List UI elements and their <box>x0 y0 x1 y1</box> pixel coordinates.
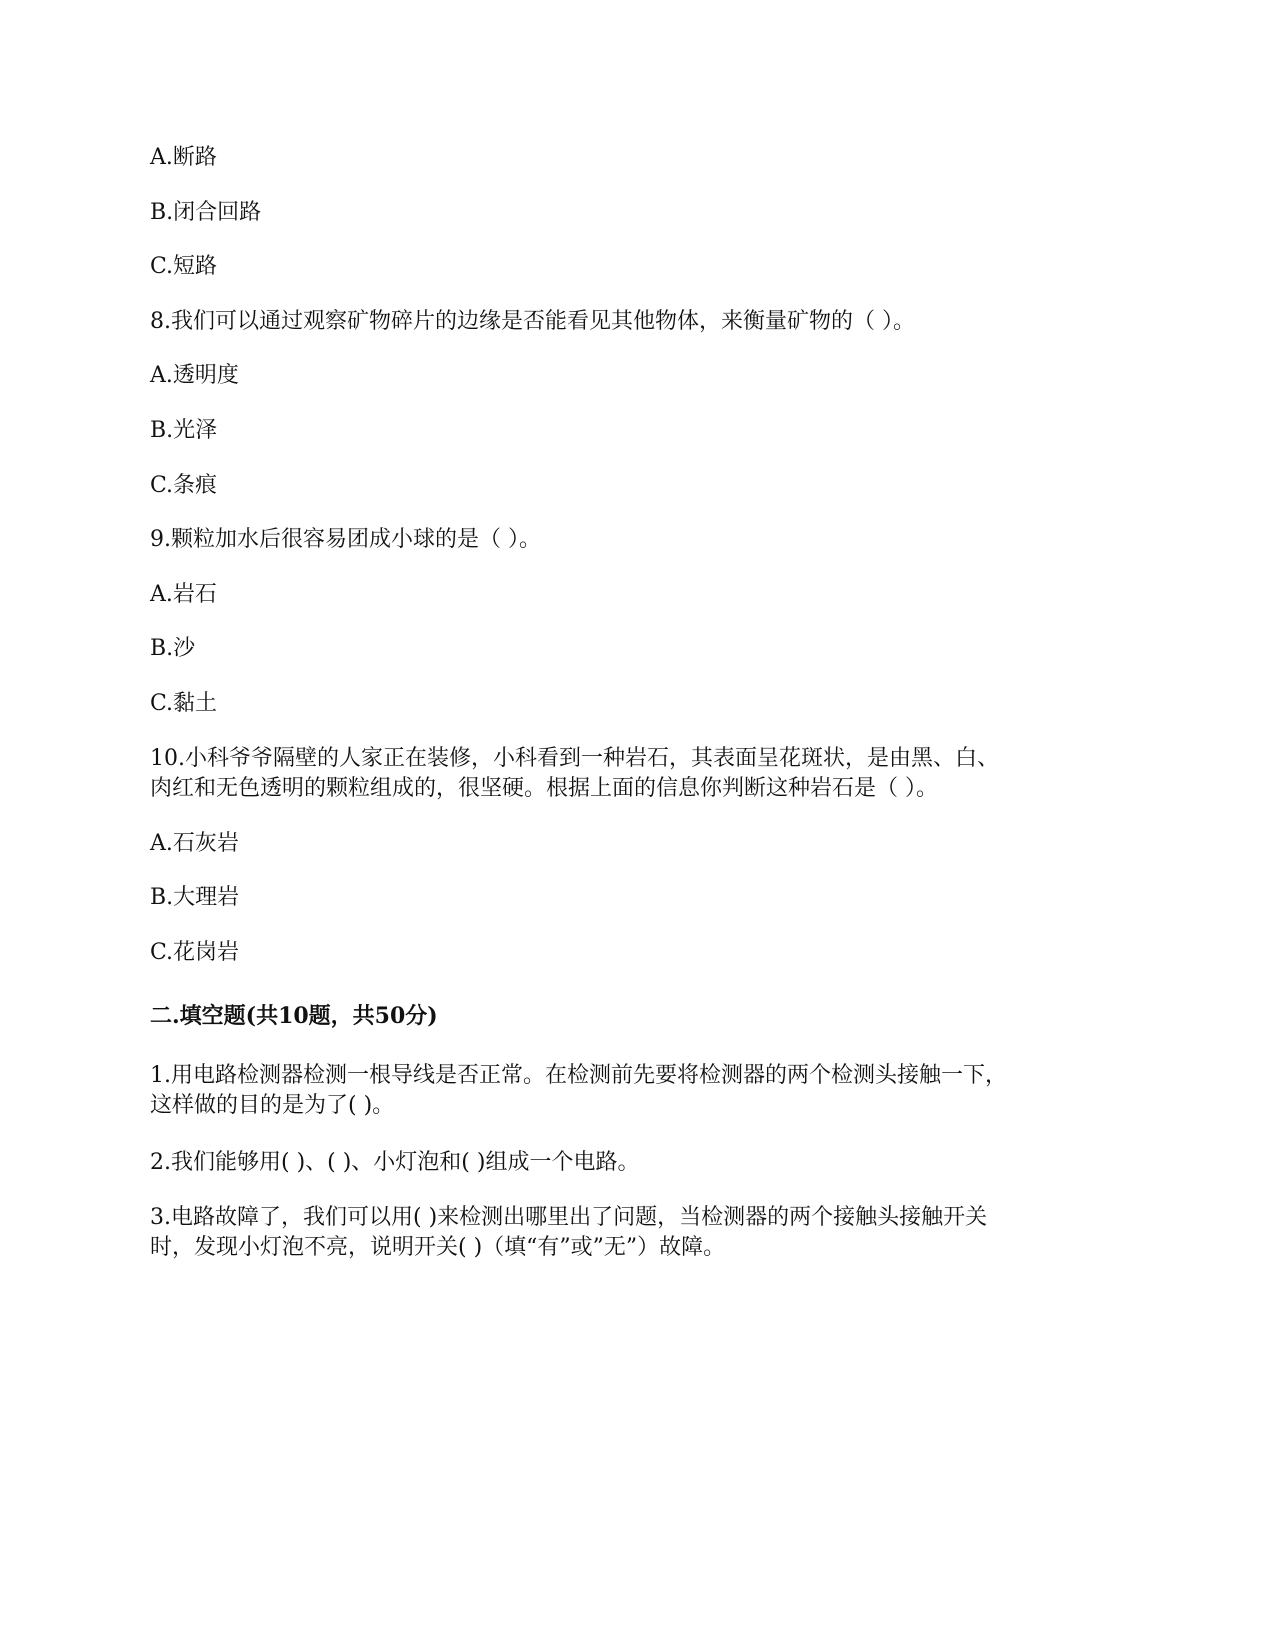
q10-option-b: B.大理岩 <box>150 885 240 910</box>
fill-q1-line2: 这样做的目的是为了( )。 <box>150 1093 395 1118</box>
fill-q2: 2.我们能够用( )、( )、小灯泡和( )组成一个电路。 <box>150 1150 640 1175</box>
q7-option-b: B.闭合回路 <box>150 200 262 225</box>
q10-option-a: A.石灰岩 <box>150 831 239 856</box>
section2-heading: 二.填空题(共10题，共50分) <box>150 1003 438 1029</box>
q8-stem: 8.我们可以通过观察矿物碎片的边缘是否能看见其他物体，来衡量矿物的（ ）。 <box>150 309 915 334</box>
q9-stem: 9.颗粒加水后很容易团成小球的是（ ）。 <box>150 527 541 552</box>
q8-option-b: B.光泽 <box>150 418 218 443</box>
q10-option-c: C.花岗岩 <box>150 940 240 965</box>
q9-option-a: A.岩石 <box>150 582 217 607</box>
fill-q3-line2: 时，发现小灯泡不亮，说明开关( )（填“有”或”无”）故障。 <box>150 1235 726 1260</box>
q8-option-a: A.透明度 <box>150 363 239 388</box>
q7-option-c: C.短路 <box>150 254 218 279</box>
q10-stem-line2: 肉红和无色透明的颗粒组成的，很坚硬。根据上面的信息你判断这种岩石是（ ）。 <box>150 776 938 801</box>
fill-q3-line1: 3.电路故障了，我们可以用( )来检测出哪里出了问题，当检测器的两个接触头接触开关 <box>150 1205 988 1230</box>
q8-option-c: C.条痕 <box>150 473 218 498</box>
q9-option-b: B.沙 <box>150 636 196 661</box>
q10-stem-line1: 10.小科爷爷隔壁的人家正在装修，小科看到一种岩石，其表面呈花斑状，是由黑、白、 <box>150 746 999 771</box>
q7-option-a: A.断路 <box>150 145 217 170</box>
fill-q1-line1: 1.用电路检测器检测一根导线是否正常。在检测前先要将检测器的两个检测头接触一下， <box>150 1063 1007 1088</box>
q9-option-c: C.黏土 <box>150 691 218 716</box>
